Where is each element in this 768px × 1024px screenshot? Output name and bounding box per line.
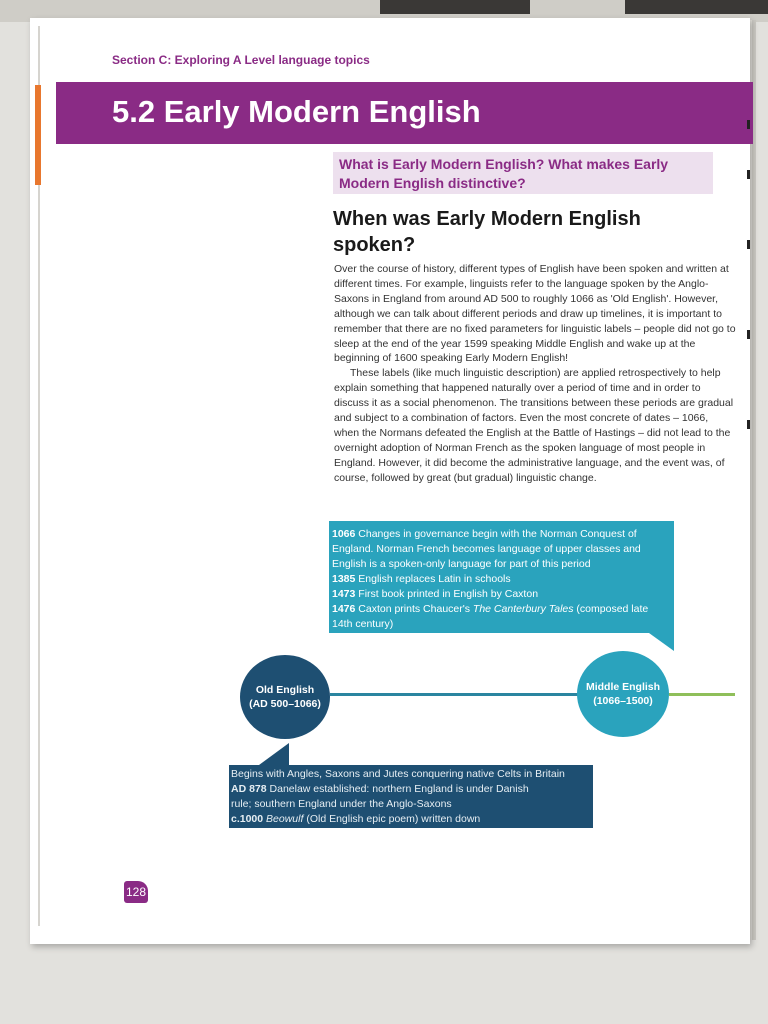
callout-pointer [649,633,674,651]
section-label: Section C: Exploring A Level language topics [112,53,370,67]
period-name: Old English [255,684,315,696]
page-edge [752,20,756,940]
callout-line: 1066 Changes in governance begin with the Norman Conquest of [332,528,637,540]
orange-section-tab [35,85,41,185]
page-mark [747,240,750,249]
period-name: Middle English [585,681,661,693]
paragraph: These labels (like much linguistic description) are applied retrospectively to help explain something that happened naturally over a period of time and in order to discuss it as a social phenomenon. The transitions between these periods are gradual and subject to a combination of factors. Even the most concrete of dates – 1066, when the Normans defeated the English at the Battle of Hastings – did not lead to the overnight adoption of Norman French as the spoken language of most people in England. However, it did become the administrative language, and the event was, of course, followed by great (but gradual) linguistic change. [334,367,734,484]
old-english-callout [229,765,593,828]
page-mark [747,120,750,129]
paragraph: Over the course of history, different types of English have been spoken and written at different times. For example, linguists refer to the language spoken by the Anglo-Saxons in England from around AD 500 to roughly 1066 as 'Old English'. However, although we can talk about different periods and draw up timelines, it is important to remember that there are no fixed parameters for linguistic labels – people did not go to sleep at the end of the year 1599 speaking Middle English and wake up at the beginning of 1600 speaking Early Modern English! [334,263,736,365]
title-band [56,82,753,144]
callout-line: 14th century) [332,618,394,630]
callout-line: Begins with Angles, Saxons and Jutes conquering native Celts in Britain [231,768,565,780]
timeline-line [330,693,578,696]
page-mark [747,170,750,179]
chapter-title: 5.2 Early Modern English [112,94,481,129]
callout-line: 1476 Caxton prints Chaucer's The Canterbury Tales (composed late [332,603,649,615]
callout-line: c.1000 Beowulf (Old English epic poem) written down [231,813,481,825]
key-question-box [333,152,713,194]
scan-dark-strip [380,0,530,14]
callout-line: rule; southern England under the Anglo-Saxons [231,798,452,810]
callout-line: AD 878 Danelaw established: northern England is under Danish [231,783,529,795]
subheading: When was Early Modern English spoken? [333,208,641,256]
timeline-line-continued [669,693,735,696]
period-dates: (AD 500–1066) [249,698,321,710]
body-text [334,262,736,486]
middle-english-node [577,651,669,737]
callout-pointer [259,743,289,765]
period-dates: (1066–1500) [593,695,653,707]
page-number: 128 [124,881,148,903]
middle-english-callout [329,521,674,633]
callout-line: 1385 English replaces Latin in schools [332,573,511,585]
callout-line: England. Norman French becomes language of upper classes and [332,543,641,555]
old-english-node [240,655,330,739]
callout-line: 1473 First book printed in English by Caxton [332,588,539,600]
page-mark [747,330,750,339]
page-mark [747,420,750,429]
callout-line: English is a spoken-only language for part of this period [332,558,591,570]
key-question: What is Early Modern English? What makes Early Modern English distinctive? [339,156,669,191]
scan-dark-strip [625,0,768,14]
